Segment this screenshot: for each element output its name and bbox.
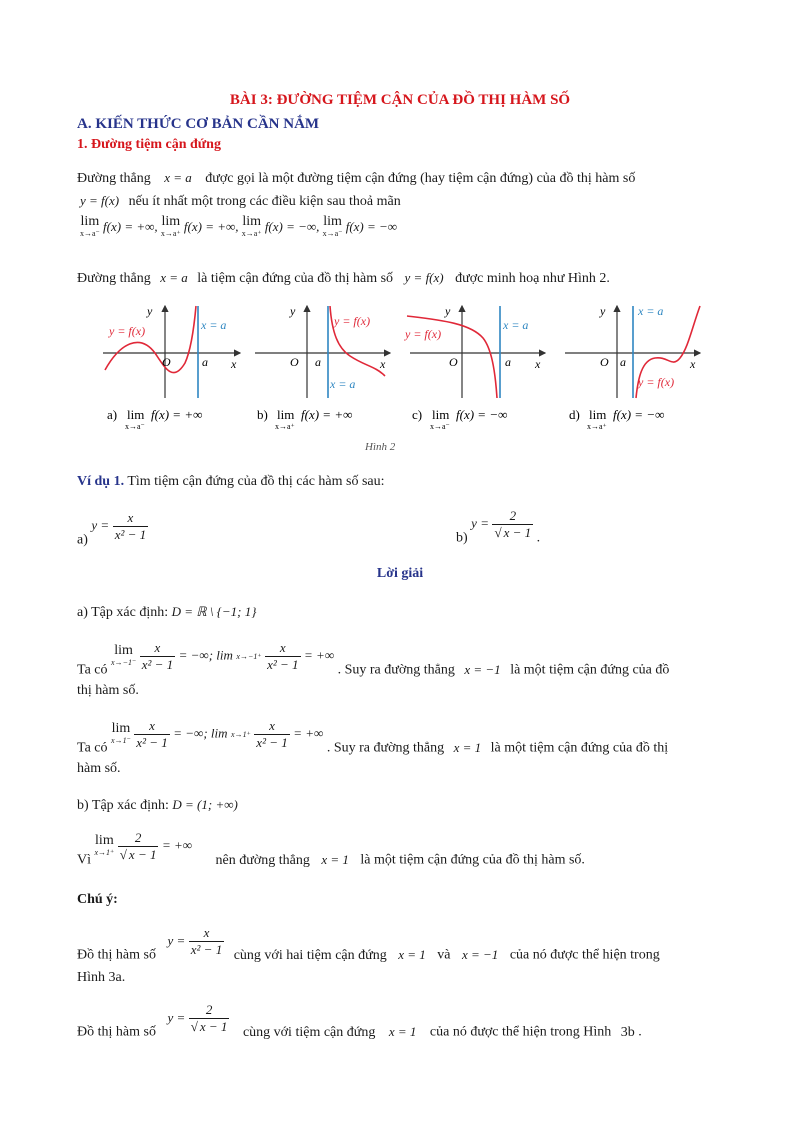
solution-a-domain-math: D = ℝ \ {−1; 1}: [171, 604, 257, 619]
def-math-x-a: x = a: [164, 170, 192, 185]
panel-d-axis-x: x: [690, 357, 696, 371]
solution-b-limit: [77, 830, 585, 869]
example-heading: [77, 474, 385, 490]
figure-hinh-2: [95, 298, 715, 458]
panel-a-fx-label: y = f(x): [109, 324, 146, 338]
svg-text:lim: lim: [127, 407, 145, 422]
l1-mid: = −∞; lim: [178, 647, 233, 663]
panel-d-asym-label: x = a: [638, 304, 664, 318]
limit-l1-a: lim x→−1⁻: [111, 642, 137, 667]
solution-limit-line-1-cont: thị hàm số.: [77, 683, 139, 698]
note-p2-line: x = 1: [388, 1023, 417, 1039]
limit-1: lim x→a⁻: [80, 214, 100, 238]
solution-b-domain: [77, 797, 238, 814]
svg-text:x→a⁻: x→a⁻: [430, 422, 450, 431]
limit-3-value: f(x) = −∞,: [264, 218, 320, 234]
svg-text:d): d): [569, 407, 580, 422]
panel-d-axis-y: y: [600, 304, 606, 318]
note-heading: Chú ý:: [77, 892, 118, 907]
vi-word: Vì: [77, 852, 91, 868]
panel-a-axis-y: y: [147, 304, 153, 318]
panel-b-fx-label: y = f(x): [334, 314, 371, 328]
note-p2-mid: cùng với tiệm cận đứng: [242, 1024, 376, 1040]
svg-text:x→a⁺: x→a⁺: [275, 422, 295, 431]
frac-l2-a: $\frac{x}{\text{x² − 1}}$: [136, 718, 168, 750]
section-1-heading: 1. Đường tiệm cận đứng: [77, 137, 221, 152]
solution-limit-line-2: [77, 718, 668, 757]
solution-b-domain-math: D = (1; +∞): [172, 797, 238, 812]
limit-l2-a: lim x→1⁻: [111, 720, 131, 745]
definition-line-1: [77, 170, 635, 187]
example-b-y-eq: y =: [471, 515, 489, 531]
solution-limit-line-2-cont: hàm số.: [77, 761, 121, 776]
l1-tail: là một tiệm cận đứng của đồ: [510, 662, 670, 678]
b-end: = +∞: [161, 837, 193, 853]
page-title: BÀI 3: ĐƯỜNG TIỆM CẬN CỦA ĐỒ THỊ HÀM SỐ: [229, 92, 571, 108]
limit-3: lim x→a⁺: [241, 214, 262, 238]
l2-line: x = 1: [453, 739, 482, 755]
b-line: x = 1: [321, 851, 349, 867]
limit-4-value: f(x) = −∞: [345, 218, 398, 234]
note-line-1-cont: Hình 3a.: [77, 970, 126, 985]
panel-b-axis-x: x: [380, 357, 386, 371]
section-a-heading: A. KIẾN THỨC CƠ BẢN CẦN NẮM: [77, 116, 320, 132]
note-p1-pre: Đồ thị hàm số: [77, 947, 156, 963]
panel-a-asym-label: x = a: [201, 318, 227, 332]
l1-line: x = −1: [464, 661, 501, 677]
svg-text:lim: lim: [277, 407, 295, 422]
limit-2-value: f(x) = +∞,: [183, 218, 239, 234]
note-p2-fig: 3b: [620, 1024, 635, 1040]
illus-math-y-fx: y = f(x): [404, 270, 444, 285]
illus-math-x-a: x = a: [160, 270, 188, 285]
note-line-1: [77, 925, 660, 964]
note-p1-post: của nó được thể hiện trong: [509, 947, 660, 963]
panel-a-origin: O: [162, 355, 171, 369]
l1-post: . Suy ra đường thẳng: [337, 662, 455, 678]
panel-c-graph: [404, 304, 545, 398]
svg-text:c): c): [412, 407, 423, 422]
note-p2-pre: Đồ thị hàm số: [77, 1024, 156, 1040]
solution-a-domain-label: a) Tập xác định:: [77, 605, 169, 620]
panel-c-axis-x: x: [535, 357, 541, 371]
panel-d-origin: O: [600, 355, 609, 369]
panel-d-fx-label: y = f(x): [638, 375, 675, 389]
definition-line-2: [80, 193, 401, 210]
note-p1-l1: x = 1: [398, 946, 426, 962]
example-label: Ví dụ 1.: [77, 474, 125, 489]
svg-text:f(x) = +∞: f(x) = +∞: [301, 407, 353, 422]
svg-text:a): a): [107, 407, 118, 422]
example-a-y-eq: y =: [91, 517, 110, 533]
definition-limits: [80, 216, 397, 240]
illus-text-post: được minh hoạ như Hình 2.: [455, 271, 610, 286]
panel-b-asym-label: x = a: [330, 377, 356, 391]
frac-l1-a: $\frac{x}{\text{x² − 1}}$: [141, 640, 174, 672]
limit-l2-b: x→1⁺: [231, 729, 251, 739]
note-frac-2: $\frac{2}{√ x - 1}$: [190, 1002, 228, 1034]
note-p1-y-eq: y =: [167, 932, 186, 948]
example-b-dot: .: [536, 530, 541, 546]
limit-l1-b: x→−1⁺: [236, 651, 262, 661]
panel-b-axis-y: y: [290, 304, 296, 318]
limit-b: lim x→1⁺: [94, 832, 115, 857]
panel-c-axis-y: y: [445, 304, 451, 318]
svg-text:b): b): [257, 407, 268, 422]
ta-co-2: Ta có: [77, 740, 108, 756]
note-line-2: [77, 1002, 642, 1041]
note-p2-post: của nó được thể hiện trong Hình: [429, 1024, 612, 1040]
ta-co-1: Ta có: [77, 662, 108, 678]
panel-b-origin: O: [290, 355, 299, 369]
frac-l1-b: $\frac{x}{\text{x² − 1}}$: [267, 640, 299, 672]
frac-l2-b: $\frac{x}{\text{x² − 1}}$: [256, 718, 288, 750]
def-text-post: được gọi là một đường tiệm cận đứng (hay tiệm cận đứng) của đồ thị hàm số: [205, 171, 636, 186]
panel-a-graph: [103, 304, 240, 398]
panel-c-fx-label: y = f(x): [405, 327, 442, 341]
l2-tail: là một tiệm cận đứng của đồ thị: [490, 740, 669, 756]
l2-mid: = −∞; lim: [173, 725, 228, 741]
svg-text:lim: lim: [589, 407, 607, 422]
panel-c-a: a: [505, 355, 511, 369]
l2-end: = +∞: [293, 725, 324, 741]
panel-b-a: a: [315, 355, 321, 369]
svg-text:f(x) = +∞: f(x) = +∞: [151, 407, 203, 422]
limit-1-value: f(x) = +∞,: [103, 218, 158, 234]
note-frac-1: $\frac{x}{\text{x² − 1}}$: [190, 925, 223, 957]
l1-end: = +∞: [304, 647, 335, 663]
example-b-fraction: $\frac{2}{√ x - 1}$: [494, 508, 532, 540]
example-b-label: b): [456, 530, 468, 546]
note-p1-and: và: [437, 947, 451, 963]
panel-c-origin: O: [449, 355, 458, 369]
example-a-label: a): [77, 532, 88, 548]
panel-a-axis-x: x: [231, 357, 237, 371]
example-a-fraction: $\frac{x}{\text{x² − 1}}$: [114, 510, 147, 542]
note-p1-mid: cùng với hai tiệm cận đứng: [233, 947, 387, 963]
panel-d-graph: [565, 304, 700, 398]
frac-b: $\frac{2}{√ x - 1}$: [119, 830, 157, 862]
panel-a-a: a: [202, 355, 208, 369]
example-text: Tìm tiệm cận đứng của đồ thị các hàm số sau:: [127, 474, 385, 489]
solution-a-domain: [77, 604, 256, 621]
b-post: nên đường thẳng: [215, 852, 310, 868]
limit-4: lim x→a⁻: [322, 214, 343, 238]
panel-c-asym-label: x = a: [503, 318, 529, 332]
illus-text-pre: Đường thẳng: [77, 271, 151, 286]
svg-text:lim: lim: [432, 407, 450, 422]
illus-text-mid: là tiệm cận đứng của đồ thị hàm số: [197, 271, 394, 286]
svg-text:f(x) = −∞: f(x) = −∞: [613, 407, 665, 422]
svg-text:x→a⁺: x→a⁺: [587, 422, 607, 431]
panel-d-a: a: [620, 355, 626, 369]
def-text-pre: Đường thẳng: [77, 171, 151, 186]
svg-text:x→a⁻: x→a⁻: [125, 422, 145, 431]
note-p2-y-eq: y =: [167, 1009, 186, 1025]
panel-captions: [107, 407, 664, 431]
example-a: [77, 510, 148, 549]
def-text-condition: nếu ít nhất một trong các điều kiện sau thoả mãn: [128, 194, 401, 209]
def-math-y-fx: y = f(x): [80, 193, 120, 208]
panel-b-graph: [255, 304, 390, 398]
example-b: [456, 508, 540, 547]
note-p1-l2: x = −1: [461, 946, 499, 962]
solution-limit-line-1: [77, 640, 669, 679]
solution-heading: Lời giải: [376, 566, 424, 581]
note-p2-end: .: [638, 1024, 642, 1040]
figure-caption: Hình 2: [365, 441, 396, 453]
solution-b-domain-label: b) Tập xác định:: [77, 798, 169, 813]
illustration-sentence: [77, 270, 610, 287]
svg-text:f(x) = −∞: f(x) = −∞: [456, 407, 508, 422]
limit-2: lim x→a⁺: [160, 214, 181, 238]
b-tail: là một tiệm cận đứng của đồ thị hàm số.: [360, 852, 585, 868]
l2-post: . Suy ra đường thẳng: [326, 740, 445, 756]
